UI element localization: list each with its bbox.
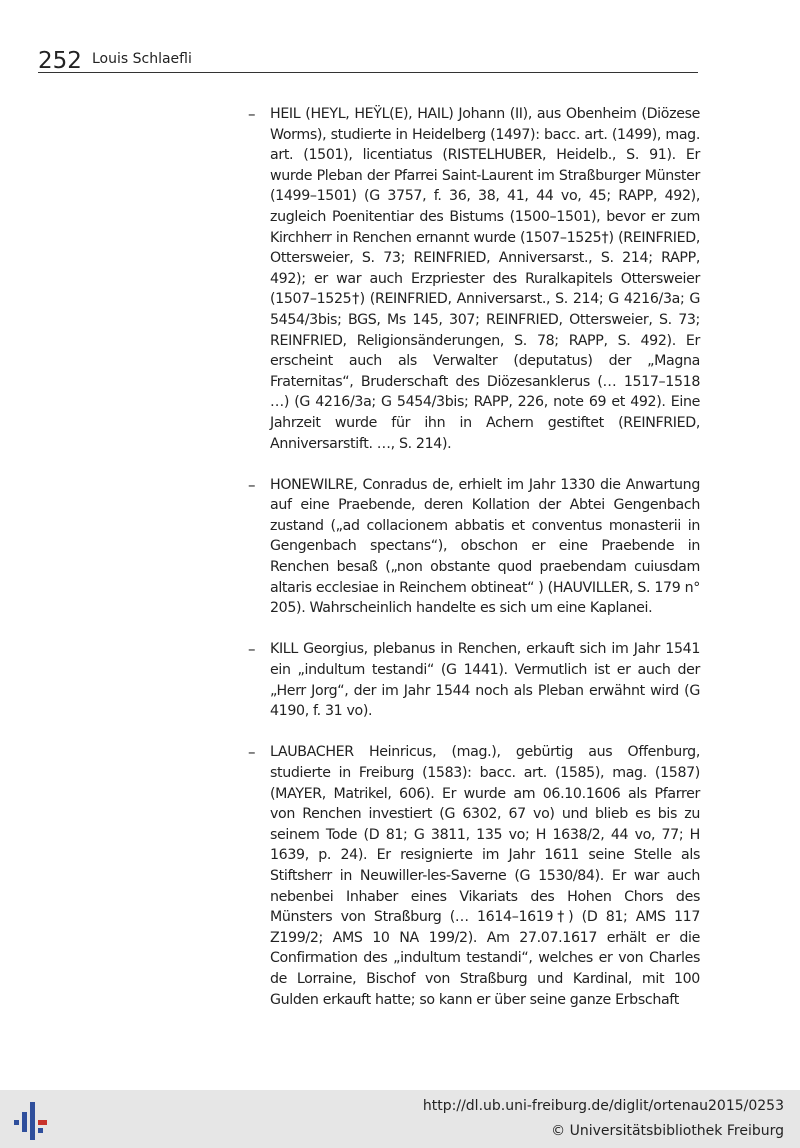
ub-freiburg-logo-icon xyxy=(10,1098,54,1142)
running-head: Louis Schlaefli xyxy=(92,51,192,67)
footer-bar xyxy=(0,1090,800,1148)
page-header xyxy=(38,46,698,73)
entry-kill xyxy=(248,639,700,721)
entry-heil xyxy=(248,104,700,454)
entry-dash: – xyxy=(248,743,256,762)
copyright-notice: © Universitätsbibliothek Freiburg xyxy=(551,1123,784,1139)
page-number: 252 xyxy=(38,48,82,74)
entry-dash: – xyxy=(248,105,256,123)
entry-laubacher xyxy=(248,742,700,1010)
entry-text: KILL Georgius, plebanus in Renchen, erkauft sich im Jahr 1541 ein „indultum testandi“ (G 1441). Vermutlich ist er auch der „Herr Jorg“, der im Jahr 1544 noch als Pleban erwähnt wird (G 4190, f. 31 vo). xyxy=(270,641,700,720)
entry-text: HEIL (HEYL, HEŸL(E), HAIL) Johann (II), aus Obenheim (Diözese Worms), studierte in Heidelberg (1497): bacc. art. (1499), mag. art. (1501), licentiatus (RISTELHUBER, Heidelb., S. 91). Er wurde Pleban der Pfarrei Saint-Laurent im Straßburger Münster (1499–1501) (G 3757, f. 36, 38, 41, 44 vo, 45; RAPP, 492), zugleich Poenitentiar des Bistums (1500–1501), bevor er zum Kirchherr in Renchen ernannt wurde (1507–1525†) (REINFRIED, Ottersweier, S. 73; REINFRIED, Anniversarst., S. 214; RAPP, 492); er war auch Erzpriester des Ruralkapitels Ottersweier (1507–1525†) (REINFRIED, Anniversarst., S. 214; G 4216/3a; G 5454/3bis; BGS, Ms 145, 307; REINFRIED, Ottersweier, S. 73; REINFRIED, Religionsänderungen, S. 78; RAPP, S. 492). Er erscheint auch als Verwalter (deputatus) der „Magna Fraternitas“, Bruderschaft des Diözesanklerus (… 1517–1518 …) (G 4216/3a; G 5454/3bis; RAPP, 226, note 69 et 492). Eine Jahrzeit wurde für ihn in Achern gestiftet (REINFRIED, Anniversarstift. …, S. 214). xyxy=(270,106,700,452)
entry-dash: – xyxy=(248,640,256,659)
entry-dash: – xyxy=(248,475,256,494)
entry-text: HONEWILRE, Conradus de, erhielt im Jahr 1330 die Anwartung auf eine Praebende, deren Kollation der Abtei Gengenbach zustand („ad collacionem abbatis et conventus monasterii in Gengenbach spectans“), obschon er eine Praebende in Renchen besaß („non obstante quod praebendam cuiusdam altaris ecclesiae in Reinchem obtineat“ ) (HAUVILLER, S. 179 n° 205). Wahrscheinlich handelte es sich um eine Kaplanei. xyxy=(270,476,700,617)
entry-honewilre xyxy=(248,475,700,619)
entry-text: LAUBACHER Heinricus, (mag.), gebürtig aus Offenburg, studierte in Freiburg (1583): bacc. art. (1585), mag. (1587) (MAYER, Matrikel, 606). Er wurde am 06.10.1606 als Pfarrer von Renchen investiert (G 6302, 67 vo) und blieb es bis zu seinem Tode (D 81; G 3811, 135 vo; H 1638/2, 44 vo, 77; H 1639, p. 24). Er resignierte im Jahr 1611 seine Stelle als Stiftsherr in Neuwiller-les-Saverne (G 1530/84). Er war auch nebenbei Inhaber eines Vikariats des Hohen Chors des Münsters von Straßburg (… 1614–1619†) (D 81; AMS 117 Z199/2; AMS 10 NA 199/2). Am 27.07.1617 erhält er die Confirmation des „indultum testandi“, welches er von Charles de Lorraine, Bischof von Straßburg und Kardinal, mit 100 Gulden erkauft hatte; so kann er über seine ganze Erbschaft xyxy=(270,744,700,1008)
source-url-link[interactable]: http://dl.ub.uni-freiburg.de/diglit/ortenau2015/0253 xyxy=(422,1098,784,1114)
entry-list xyxy=(248,104,700,1031)
